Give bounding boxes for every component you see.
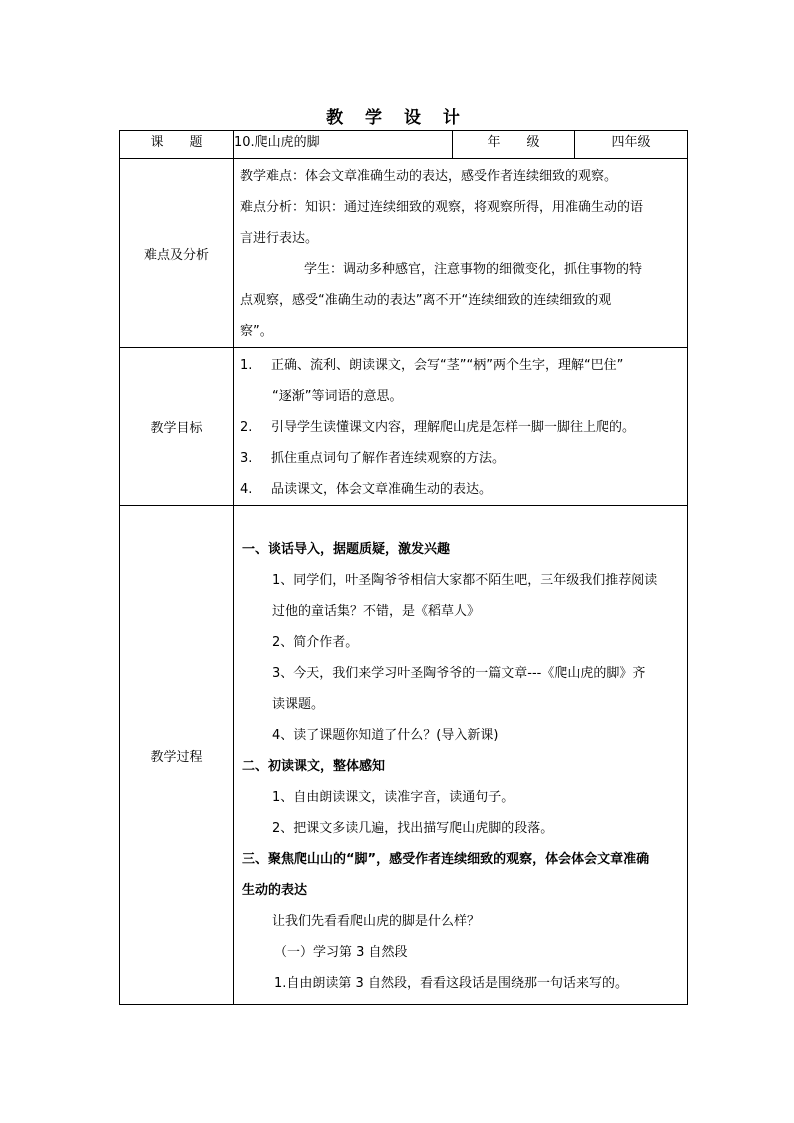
process-line: 2、把课文多读几遍，找出描写爬山虎脚的段落。: [272, 821, 554, 836]
difficulty-line: 教学难点：体会文章准确生动的表达，感受作者连续细致的观察。: [240, 169, 618, 184]
goal-item: [234, 474, 687, 505]
goal-text: 品读课文，体会文章准确生动的表达。: [271, 482, 493, 497]
goals-label: 教学目标: [120, 348, 234, 506]
difficulty-line: 言进行表达。: [240, 231, 319, 246]
process-line: （一）学习第 3 自然段: [274, 945, 408, 960]
process-line: 过他的童话集？不错，是《稻草人》: [272, 604, 481, 619]
difficulty-label: 难点及分析: [120, 159, 234, 348]
document-title: 教 学 设 计: [326, 108, 468, 128]
difficulty-line: 点观察，感受“准确生动的表达”离不开“连续细致的连续细致的观: [240, 293, 612, 308]
header-row: [120, 131, 688, 159]
process-label: 教学过程: [120, 506, 234, 1005]
process-line: 3、今天，我们来学习叶圣陶爷爷的一篇文章---《爬山虎的脚》齐: [272, 666, 646, 681]
section-heading: 二、初读课文，整体感知: [242, 759, 386, 774]
difficulty-line: 难点分析：知识：通过连续细致的观察，将观察所得，用准确生动的语: [240, 200, 644, 215]
process-line: 1.自由朗读第 3 自然段，看看这段话是围绕那一句话来写的。: [274, 976, 628, 991]
process-line: 读课题。: [272, 697, 325, 712]
process-line: 1、自由朗读课文，读准字音，读通句子。: [272, 790, 515, 805]
difficulty-content: [234, 159, 688, 348]
goals-row: [120, 348, 688, 506]
process-line: 1、同学们，叶圣陶爷爷相信大家都不陌生吧，三年级我们推荐阅读: [272, 573, 658, 588]
goal-continuation: “逐渐”等词语的意思。: [272, 389, 403, 404]
goals-content: [234, 348, 688, 506]
goal-number: 1.: [240, 358, 253, 373]
goal-item: [234, 350, 687, 381]
goal-item: [234, 443, 687, 474]
goal-number: 3.: [240, 451, 253, 466]
section-heading: 生动的表达: [242, 883, 308, 898]
section-heading: 一、谈话导入，据题质疑，激发兴趣: [242, 542, 451, 557]
difficulty-line: 察”。: [240, 324, 273, 339]
lesson-plan-table: [119, 130, 688, 1005]
goal-number: 2.: [240, 420, 253, 435]
difficulty-line: 学生：调动多种感官，注意事物的细微变化，抓住事物的特: [304, 262, 643, 277]
topic-value: 10.爬山虎的脚: [234, 131, 453, 159]
section-heading: 三、聚焦爬山山的“脚”，感受作者连续细致的观察，体会体会文章准确: [242, 852, 650, 867]
difficulty-row: [120, 159, 688, 348]
goal-text: 抓住重点词句了解作者连续观察的方法。: [271, 451, 506, 466]
goal-text: 引导学生读懂课文内容，理解爬山虎是怎样一脚一脚往上爬的。: [271, 420, 636, 435]
goal-text: 正确、流利、朗读课文，会写“茎”“柄”两个生字，理解“巴住”: [271, 358, 624, 373]
process-line: 4、读了课题你知道了什么？(导入新课): [272, 728, 499, 743]
process-row: [120, 506, 688, 1005]
goal-item: [234, 412, 687, 443]
grade-value: 四年级: [575, 131, 688, 159]
process-content: [234, 506, 688, 1005]
process-line: 让我们先看看爬山虎的脚是什么样？: [272, 914, 481, 929]
grade-label: 年 级: [453, 131, 575, 159]
goal-number: 4.: [240, 482, 253, 497]
process-line: 2、简介作者。: [272, 635, 359, 650]
topic-label: 课 题: [120, 131, 234, 159]
